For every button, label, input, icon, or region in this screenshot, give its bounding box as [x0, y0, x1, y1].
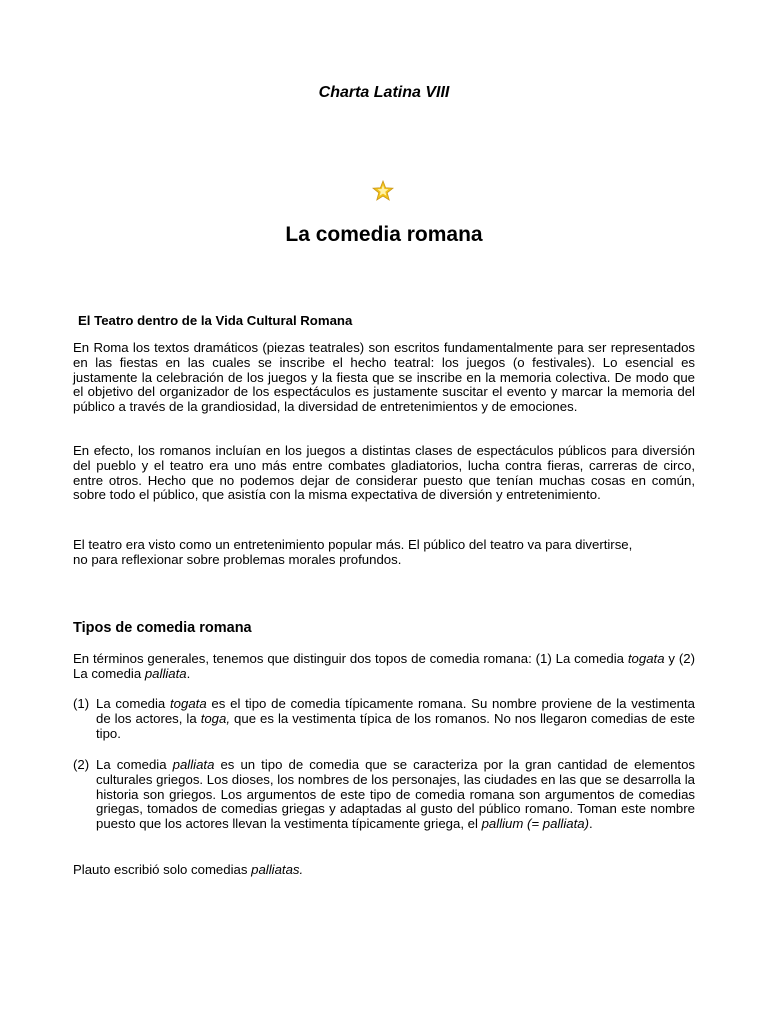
paragraph	[73, 538, 695, 568]
text-run: .	[186, 665, 191, 681]
page-title: La comedia romana	[285, 223, 483, 246]
paragraph	[73, 652, 695, 682]
paragraph: En efecto, los romanos incluían en los juegos a distintas clases de espectáculos públicos para diversión del pueblo y el teatro era uno más entre combates gladiatorios, lucha contra fieras, carreras de circo, entre otros. Hecho que no podemos dejar de considerar puesto que tenían muchas cosas en común, sobre todo el público, que asistía con la misma expectativa de diversión y entretenimiento.	[73, 443, 695, 503]
text-run: .	[588, 816, 593, 832]
emphasis: togata	[170, 696, 207, 711]
text-run: Plauto escribió solo comedias	[73, 862, 252, 877]
list-item	[73, 758, 695, 832]
series-title: Charta Latina VIII	[318, 84, 450, 101]
section-heading: El Teatro dentro de la Vida Cultural Romana	[78, 313, 353, 328]
text-run: En términos generales, tenemos que distinguir dos topos de comedia romana: (1) La comedia	[73, 651, 628, 666]
text-run: La comedia	[96, 696, 171, 711]
emphasis: palliata	[144, 665, 187, 681]
text-run: es el tipo de comedia típicamente romana. Su nombre proviene de la vestimenta de los actores, la	[96, 696, 696, 726]
list-item-text	[96, 697, 695, 741]
paragraph: En Roma los textos dramáticos (piezas teatrales) son escritos fundamentalmente para ser representados en las fiestas en las cuales se inscribe el hecho teatral: los juegos (o festivales). Lo esencial es justamente la celebración de los juegos y la fiesta que se inscribe en la memoria colectiva. De modo que el objetivo del organizador de los espectáculos es justamente suscitar el evento y marcar la memoria del público a través de la grandiosidad, la diversidad de entretenimientos y de emociones.	[73, 340, 695, 415]
text-run: es un tipo de comedia que se caracteriza por la gran cantidad de elementos culturales griegos. Los dioses, los nombres de los personajes, las ciudades en las que se desarrolla la historia son griegos. Los argumentos de este tipo de comedia romana son argumentos de comedias griegas, tomados de comedias griegas y adaptadas al gusto del público romano. Toman este nombre puesto que los actores llevan la vestimenta típicamente griega, el	[96, 757, 696, 832]
list-item-text	[96, 758, 695, 832]
paragraph-line: no para reflexionar sobre problemas morales profundos.	[73, 551, 402, 567]
emphasis: palliata	[172, 757, 215, 772]
emphasis: togata	[627, 651, 665, 666]
star-icon	[372, 180, 394, 202]
text-run: La comedia	[96, 757, 173, 772]
text-run: y (2) La comedia	[73, 651, 695, 681]
list-item	[73, 697, 695, 741]
emphasis: palliatas.	[251, 862, 304, 877]
text-run: que es la vestimenta típica de los romanos. No nos llegaron comedias de este tipo.	[96, 710, 696, 741]
section-heading: Tipos de comedia romana	[73, 620, 252, 636]
emphasis: toga,	[200, 710, 231, 726]
paragraph	[73, 863, 695, 878]
emphasis: pallium (= palliata)	[481, 816, 589, 832]
paragraph-line: El teatro era visto como un entretenimiento popular más. El público del teatro va para divertirse,	[73, 537, 633, 552]
list-number: (2)	[73, 757, 90, 772]
list-number: (1)	[73, 696, 90, 711]
